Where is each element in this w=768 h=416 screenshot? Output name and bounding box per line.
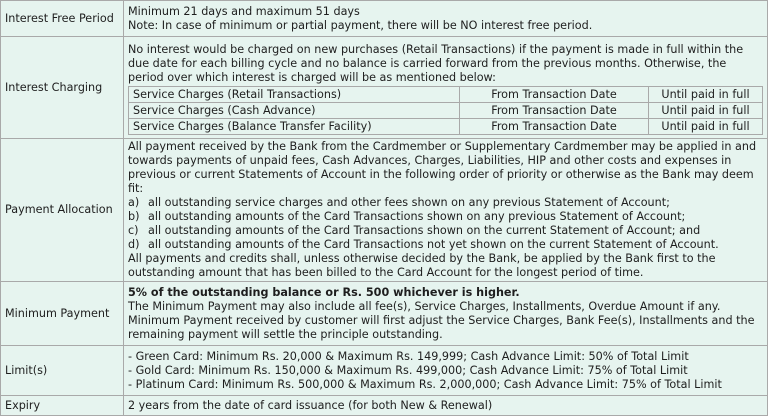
list-text: all outstanding amounts of the Card Transactions shown on the current Statement of Account; and: [148, 224, 701, 237]
row-label: Interest Charging: [1, 37, 124, 139]
interest-charging-paragraph: No interest would be charged on new purchases (Retail Transactions) if the payment is made in full within the due date for each billing cycle and no balance is carried forward from the previous months. Otherwise, the period over which interest is charged will be as mentioned below:: [128, 42, 744, 84]
charge-type-cell: Service Charges (Retail Transactions): [129, 86, 460, 102]
charge-until-cell: Until paid in full: [649, 118, 763, 134]
platinum-card-limit: - Platinum Card: Minimum Rs. 500,000 & Maximum Rs. 2,000,000; Cash Advance Limit: 75% of Total Limit: [128, 377, 722, 391]
row-label: Expiry: [1, 396, 124, 416]
interest-charging-row: [1, 37, 768, 139]
list-item: [128, 196, 763, 210]
limits-row: [1, 346, 768, 396]
green-card-limit: - Green Card: Minimum Rs. 20,000 & Maximum Rs. 149,999; Cash Advance Limit: 50% of Total Limit: [128, 349, 689, 363]
list-text: all outstanding service charges and other fees shown on any previous Statement of Account;: [148, 196, 670, 209]
list-text: all outstanding amounts of the Card Transactions shown on any previous Statement of Account;: [148, 210, 686, 223]
charge-type-cell: Service Charges (Balance Transfer Facility): [129, 118, 460, 134]
row-content: [124, 282, 768, 346]
gold-card-limit: - Gold Card: Minimum Rs. 150,000 & Maximum Rs. 499,000; Cash Advance Limit: 75% of Total Limit: [128, 363, 688, 377]
payment-allocation-row: [1, 139, 768, 282]
row-content: [124, 1, 768, 37]
row-label: Minimum Payment: [1, 282, 124, 346]
charge-from-cell: From Transaction Date: [460, 102, 649, 118]
row-label: Interest Free Period: [1, 1, 124, 37]
charge-type-cell: Service Charges (Cash Advance): [129, 102, 460, 118]
allocation-outro: All payments and credits shall, unless otherwise decided by the Bank, be applied by the Bank first to the outstanding amount that has been billed to the Card Account for the longest period of time.: [128, 252, 716, 279]
list-marker: b): [128, 210, 140, 223]
minimum-payment-paragraph: The Minimum Payment may also include all fee(s), Service Charges, Installments, Overdue Amount if any. Minimum Payment received by customer will first adjust the Service Charges, Bank Fee(s), Installments and the remaining payment will settle the principle outstanding.: [128, 299, 755, 341]
table-row: [129, 86, 763, 102]
list-marker: d): [128, 238, 140, 251]
interest-free-period-row: [1, 1, 768, 37]
table-row: [129, 102, 763, 118]
expiry-text: 2 years from the date of card issuance (for both New & Renewal): [124, 396, 768, 416]
allocation-priority-list: [128, 196, 763, 252]
charge-from-cell: From Transaction Date: [460, 86, 649, 102]
charge-until-cell: Until paid in full: [649, 86, 763, 102]
service-charges-table: [128, 86, 763, 135]
expiry-row: [1, 396, 768, 416]
row-content: [124, 346, 768, 396]
list-marker: c): [128, 224, 139, 237]
list-item: [128, 238, 763, 252]
row-label: Payment Allocation: [1, 139, 124, 282]
row-content: [124, 37, 768, 139]
minimum-payment-row: [1, 282, 768, 346]
allocation-intro: All payment received by the Bank from the Cardmember or Supplementary Cardmember may be applied in and towards payments of unpaid fees, Cash Advances, Charges, Liabilities, HIP and other costs and expenses in previous or current Statements of Account in the following order of priority or otherwise as the Bank may deem fit:: [128, 140, 757, 195]
charge-from-cell: From Transaction Date: [460, 118, 649, 134]
table-row: [129, 118, 763, 134]
list-text: all outstanding amounts of the Card Transactions not yet shown on the current Statement of Account.: [148, 238, 719, 251]
list-item: [128, 210, 763, 224]
row-content: [124, 139, 768, 282]
minimum-payment-headline: 5% of the outstanding balance or Rs. 500 whichever is higher.: [128, 285, 520, 299]
interest-free-range: Minimum 21 days and maximum 51 days: [128, 4, 360, 18]
row-label: Limit(s): [1, 346, 124, 396]
charge-until-cell: Until paid in full: [649, 102, 763, 118]
interest-free-note: Note: In case of minimum or partial payment, there will be NO interest free period.: [128, 18, 593, 32]
list-marker: a): [128, 196, 140, 209]
list-item: [128, 224, 763, 238]
